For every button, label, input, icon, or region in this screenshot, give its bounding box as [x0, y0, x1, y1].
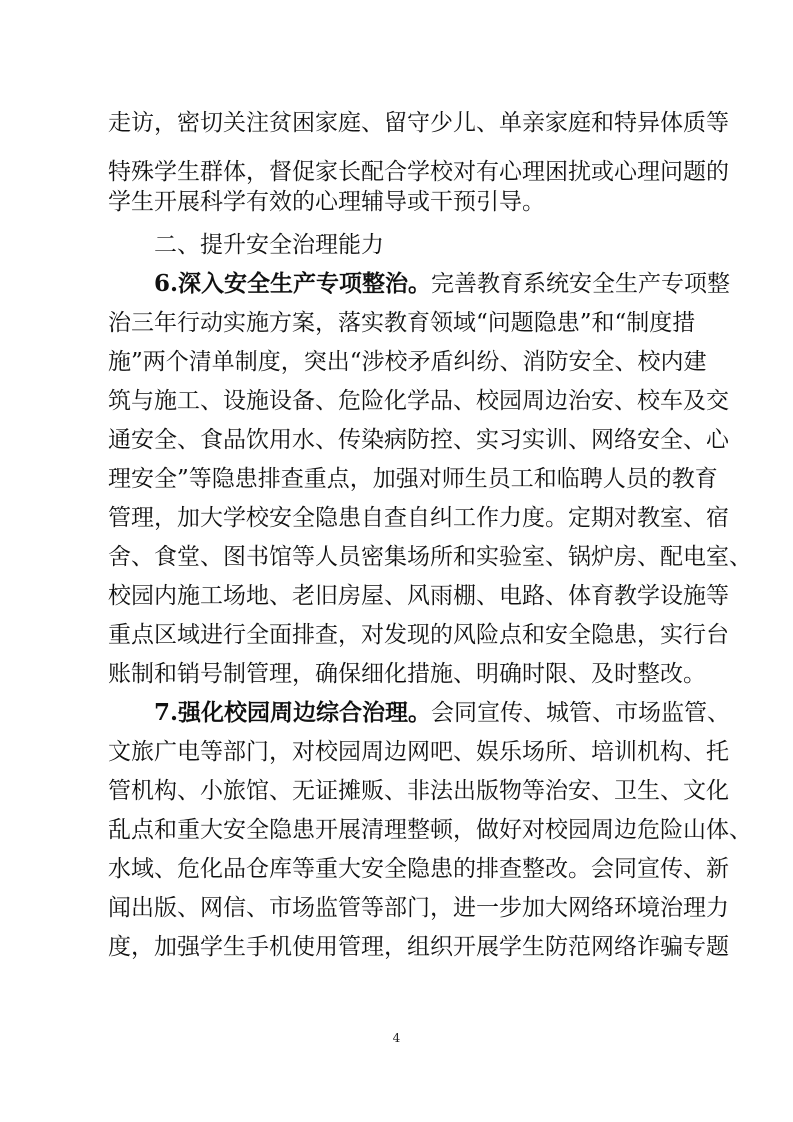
body-line: 施”两个清单制度，突出“涉校矛盾纠纷、消防安全、校内建 [108, 349, 707, 375]
body-line: 管理，加大学校安全隐患自查自纠工作力度。定期对教室、宿 [108, 505, 729, 531]
body-line: 走访，密切关注贫困家庭、留守少儿、单亲家庭和特异体质等 [108, 110, 729, 136]
paragraph-7-heading: 7.强化校园周边综合治理。 [154, 699, 432, 726]
body-line: 筑与施工、设施设备、危险化学品、校园周边治安、校车及交 [108, 388, 729, 414]
page-number: 4 [392, 1031, 401, 1045]
body-line: 度，加强学生手机使用管理，组织开展学生防范网络诈骗专题 [108, 934, 729, 960]
body-line: 重点区域进行全面排查，对发现的风险点和安全隐患，实行台 [108, 622, 729, 648]
body-line: 舍、食堂、图书馆等人员密集场所和实验室、锅炉房、配电室、 [108, 544, 752, 570]
paragraph-6-lead-text: 完善教育系统安全生产专项整 [431, 271, 731, 297]
body-line: 理安全”等隐患排查重点，加强对师生员工和临聘人员的教育 [108, 466, 718, 492]
body-line: 水域、危化品仓库等重大安全隐患的排查整改。会同宣传、新 [108, 856, 729, 882]
paragraph-7-lead-text: 会同宣传、城管、市场监管、 [431, 700, 731, 726]
paragraph-6-first-line [154, 269, 731, 299]
body-line: 闻出版、网信、市场监管等部门，进一步加大网络环境治理力 [108, 895, 729, 921]
paragraph-7-first-line [154, 698, 731, 728]
body-line: 乱点和重大安全隐患开展清理整顿，做好对校园周边危险山体、 [108, 817, 752, 843]
body-line: 特殊学生群体，督促家长配合学校对有心理困扰或心理问题的 [108, 159, 729, 185]
body-line: 文旅广电等部门，对校园周边网吧、娱乐场所、培训机构、托 [108, 739, 729, 765]
body-line: 账制和销号制管理，确保细化措施、明确时限、及时整改。 [108, 661, 706, 687]
body-line: 校园内施工场地、老旧房屋、风雨棚、电路、体育教学设施等 [108, 583, 729, 609]
body-line: 治三年行动实施方案，落实教育领域“问题隐患”和“制度措 [108, 310, 696, 336]
section-heading: 二、提升安全治理能力 [154, 232, 384, 258]
body-line: 管机构、小旅馆、无证摊贩、非法出版物等治安、卫生、文化 [108, 778, 729, 804]
body-line: 学生开展科学有效的心理辅导或干预引导。 [108, 189, 545, 215]
paragraph-6-heading: 6.深入安全生产专项整治。 [154, 270, 432, 297]
body-line: 通安全、食品饮用水、传染病防控、实习实训、网络安全、心 [108, 427, 729, 453]
